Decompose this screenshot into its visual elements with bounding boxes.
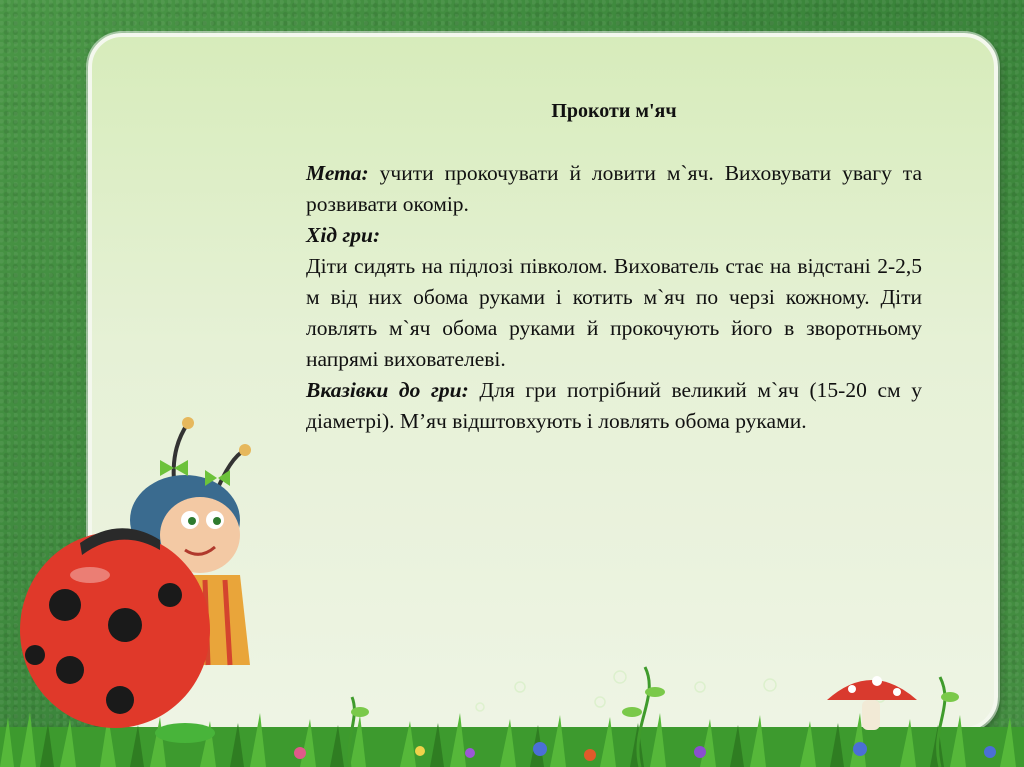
goal-paragraph: [306, 158, 922, 220]
hints-label: Вказівки до гри:: [306, 378, 469, 402]
slide-content: [306, 158, 922, 437]
goal-text: учити прокочувати й ловити м`яч. Виховувати увагу та розвивати окомір.: [306, 161, 922, 216]
hints-text: Для гри потрібний великий м`яч (15-20 см у діаметрі). М’яч відштовхують і ловлять обома руками.: [306, 378, 922, 433]
course-label-line: [306, 220, 922, 251]
slide-title: Прокоти м'яч: [551, 100, 677, 122]
mushroom-icon: [822, 665, 922, 735]
ladybug-girl-icon: [10, 415, 270, 755]
course-label: Хід гри:: [306, 223, 381, 247]
hints-paragraph: [306, 375, 922, 437]
course-text: Діти сидять на підлозі півколом. Вихователь стає на відстані 2-2,5 м від них обома руками і котить м`яч по черзі кожному. Діти ловлять м`яч обома руками й прокочують його в зворотньому напрямі вихователеві.: [306, 254, 922, 371]
goal-label: Мета:: [306, 161, 369, 185]
